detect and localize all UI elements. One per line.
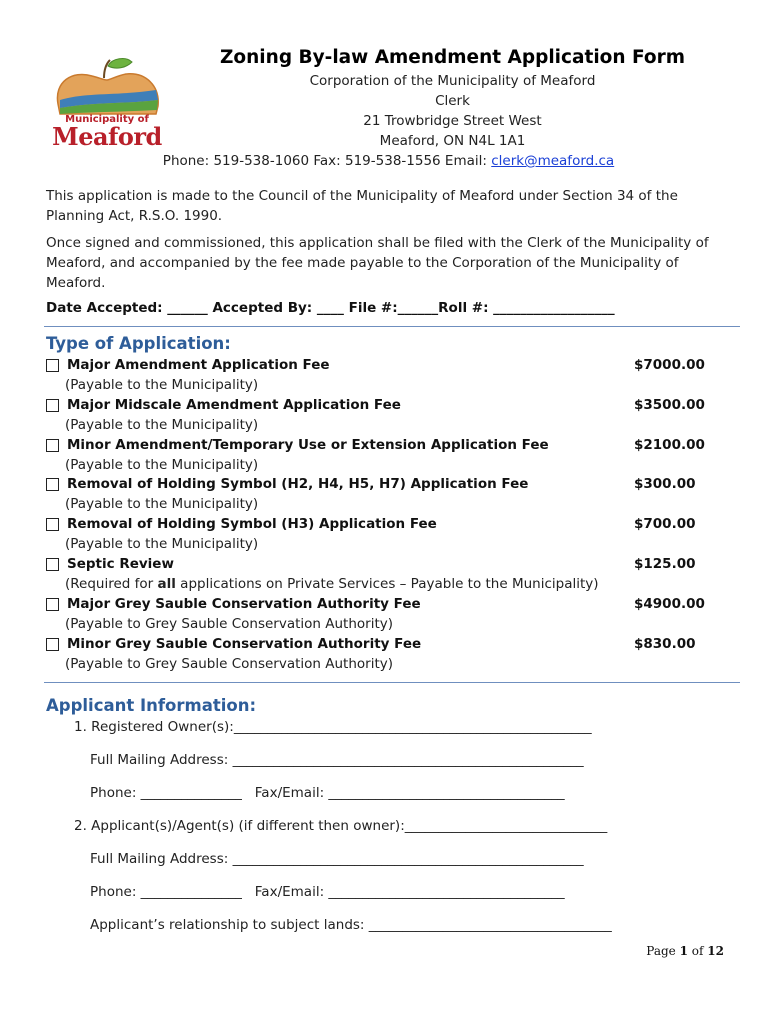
fee-row [46, 516, 736, 536]
fee-amount: $700.00 [634, 516, 696, 532]
fee-note: (Payable to the Municipality) [65, 457, 259, 473]
fee-label: Septic Review [67, 556, 174, 572]
fee-amount: $4900.00 [634, 596, 705, 612]
applicant-information-heading: Applicant Information: [46, 696, 257, 715]
page-word: Page [646, 944, 676, 958]
fee-label: Removal of Holding Symbol (H3) Application Fee [67, 516, 437, 532]
applicant-agent-field[interactable]: 2. Applicant(s)/Agent(s) (if different then owner):______________________________ [74, 818, 608, 834]
fee-amount: $830.00 [634, 636, 696, 652]
office-use-line: Date Accepted: ______ Accepted By: ____ File #:______Roll #: __________________ [46, 300, 615, 316]
fee-note: (Payable to Grey Sauble Conservation Authority) [65, 656, 394, 672]
fee-row [46, 596, 736, 616]
fee-label: Minor Grey Sauble Conservation Authority Fee [67, 636, 422, 652]
fee-checkbox[interactable] [46, 598, 59, 611]
fee-checkbox[interactable] [46, 638, 59, 651]
fee-note: (Payable to Grey Sauble Conservation Authority) [65, 616, 394, 632]
fee-note: (Payable to the Municipality) [65, 536, 259, 552]
fee-amount: $300.00 [634, 476, 696, 492]
fee-note-suffix: applications on Private Services – Payable to the Municipality) [175, 576, 599, 592]
header-dept: Clerk [435, 93, 470, 109]
email-link[interactable]: clerk@meaford.ca [491, 153, 615, 169]
intro-paragraph-1: This application is made to the Council of the Municipality of Meaford under Section 34 of the Planning Act, R.S.O. 1990. [46, 188, 678, 224]
contact-phone-fax: Phone: 519-538-1060 Fax: 519-538-1556 Email: [162, 153, 492, 169]
fee-row [46, 397, 736, 417]
fee-label: Major Midscale Amendment Application Fee [67, 397, 401, 413]
header-contact [44, 153, 733, 169]
fee-note: (Payable to the Municipality) [65, 417, 259, 433]
page-current: 1 [679, 944, 688, 958]
header-street: 21 Trowbridge Street West [363, 113, 542, 129]
fee-checkbox[interactable] [46, 478, 59, 491]
fee-checkbox[interactable] [46, 439, 59, 452]
fee-label: Removal of Holding Symbol (H2, H4, H5, H7) Application Fee [67, 476, 529, 492]
fee-note: (Payable to the Municipality) [65, 377, 259, 393]
of-word: of [691, 944, 704, 958]
registered-owner-field[interactable]: 1. Registered Owner(s):_____________________________________________________ [74, 719, 592, 735]
fee-row [46, 357, 736, 377]
header-org: Corporation of the Municipality of Meaford [309, 73, 596, 89]
agent-mailing-address-field[interactable]: Full Mailing Address: ____________________________________________________ [90, 851, 584, 867]
fee-checkbox[interactable] [46, 359, 59, 372]
owner-mailing-address-field[interactable]: Full Mailing Address: ____________________________________________________ [90, 752, 584, 768]
relationship-field[interactable]: Applicant’s relationship to subject lands: ____________________________________ [90, 917, 612, 933]
logo-text-municipality: Municipality of [65, 114, 149, 125]
section-divider [44, 682, 740, 683]
fee-amount: $3500.00 [634, 397, 705, 413]
fee-checkbox[interactable] [46, 518, 59, 531]
page-total: 12 [707, 944, 724, 958]
header-city: Meaford, ON N4L 1A1 [379, 133, 526, 149]
agent-phone-email-field[interactable]: Phone: _______________ Fax/Email: ___________________________________ [90, 884, 565, 900]
fee-checkbox[interactable] [46, 399, 59, 412]
fee-row [46, 437, 736, 457]
fee-amount: $7000.00 [634, 357, 705, 373]
form-title: Zoning By-law Amendment Application Form [220, 47, 685, 68]
logo-text-meaford: Meaford [52, 122, 162, 151]
fee-note-prefix: (Required for [65, 576, 158, 592]
fee-label: Major Amendment Application Fee [67, 357, 330, 373]
fee-row [46, 476, 736, 496]
type-of-application-heading: Type of Application: [46, 334, 231, 353]
fee-note: (Payable to the Municipality) [65, 496, 259, 512]
fee-label: Minor Amendment/Temporary Use or Extension Application Fee [67, 437, 549, 453]
fee-row [46, 556, 736, 576]
fee-amount: $125.00 [634, 556, 696, 572]
fee-note-emphasis: all [157, 576, 176, 592]
fee-checkbox[interactable] [46, 558, 59, 571]
fee-row [46, 636, 736, 656]
fee-label: Major Grey Sauble Conservation Authority Fee [67, 596, 421, 612]
fee-amount: $2100.00 [634, 437, 705, 453]
section-divider [44, 326, 740, 327]
fee-note [65, 576, 599, 592]
intro-paragraph-2: Once signed and commissioned, this application shall be filed with the Clerk of the Municipality of Meaford, and accompanied by the fee made payable to the Corporation of the Municipality of Meaford. [46, 235, 709, 291]
page-number [600, 944, 724, 958]
owner-phone-email-field[interactable]: Phone: _______________ Fax/Email: ___________________________________ [90, 785, 565, 801]
